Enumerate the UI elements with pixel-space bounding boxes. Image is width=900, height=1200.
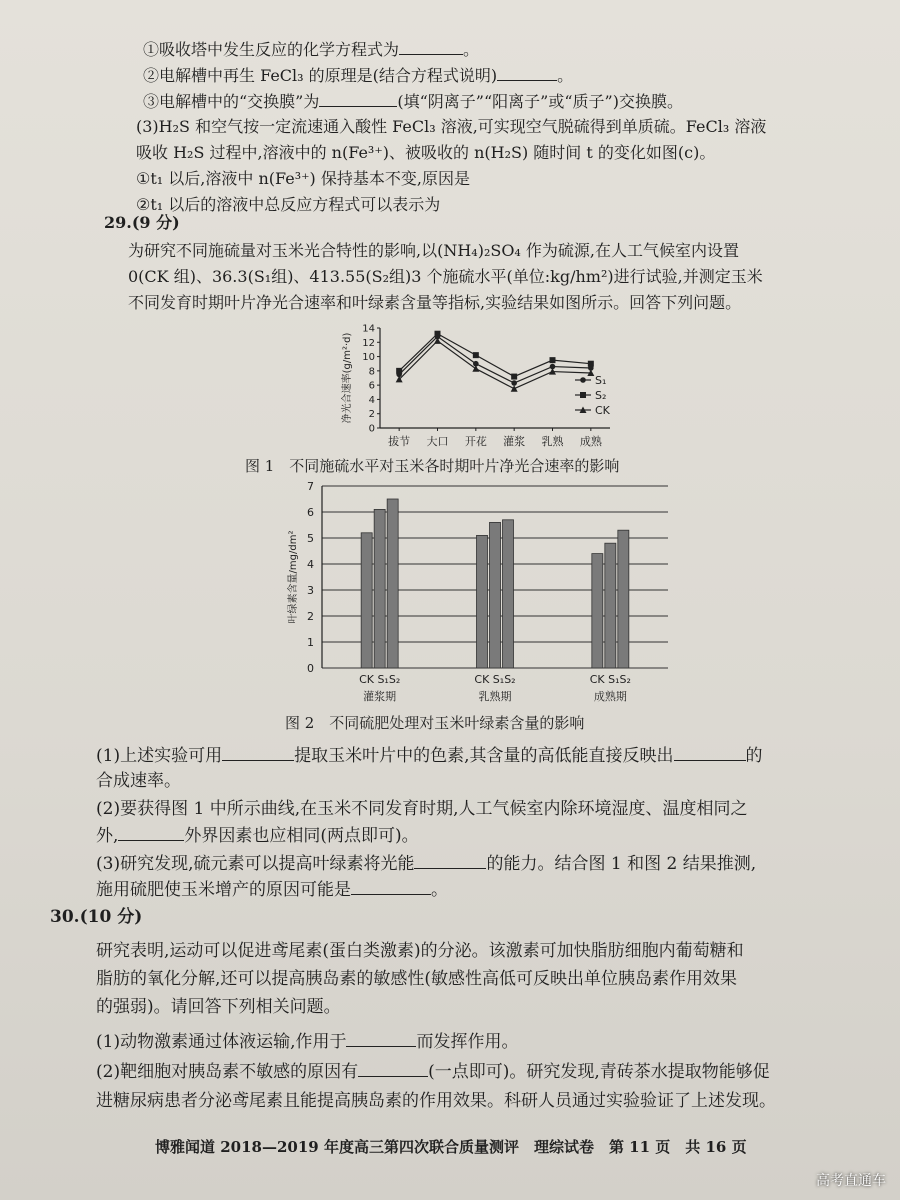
text-line: 0(CK 组)、36.3(S₁组)、413.55(S₂组)3 个施硫水平(单位:kg/hm²)进行试验,并测定玉米 [128, 267, 763, 286]
text-line [143, 90, 683, 113]
answer-blank [346, 1030, 416, 1047]
data-point [472, 365, 479, 372]
bar-CK [477, 535, 488, 668]
answer-blank [118, 824, 184, 841]
text: 的 [745, 746, 763, 766]
answer-blank [399, 38, 463, 55]
group-series-label: CK S₁S₂ [589, 673, 631, 686]
answer-blank [674, 744, 746, 761]
text-line: (2)要获得图 1 中所示曲线,在玉米不同发育时期,人工气候室内除环境湿度、温度相同之 [96, 799, 748, 819]
figure-1-line-chart [330, 316, 650, 458]
bar-S₂ [503, 520, 514, 668]
text: (一点即可)。研究发现,青砖茶水提取物能够促 [428, 1062, 770, 1082]
data-point [550, 357, 556, 363]
bar-S₁ [374, 509, 385, 668]
answer-blank [414, 852, 486, 869]
text: (填“阴离子”“阳离子”或“质子”)交换膜。 [397, 92, 683, 111]
x-category-label: 乳熟期 [478, 690, 512, 703]
text: 。 [431, 880, 448, 900]
x-category-label: 成熟期 [593, 690, 627, 703]
text-line: (3)H₂S 和空气按一定流速通入酸性 FeCl₃ 溶液,可实现空气脱硫得到单质硫。FeCl₃ 溶液 [136, 117, 767, 136]
text: 外, [96, 826, 119, 846]
legend-label: S₁ [595, 374, 607, 387]
y-tick-label: 14 [362, 323, 375, 335]
text-line: ②t₁ 以后的溶液中总反应方程式可以表示为 [136, 195, 441, 214]
data-point [588, 361, 594, 367]
text: 提取玉米叶片中的色素,其含量的高低能直接反映出 [294, 746, 674, 766]
figure-2-caption: 图 2 不同硫肥处理对玉米叶绿素含量的影响 [285, 714, 585, 732]
y-tick-label: 1 [307, 636, 314, 649]
text: 。 [463, 40, 480, 59]
data-point [435, 331, 441, 337]
legend-marker [580, 377, 586, 383]
y-tick-label: 5 [307, 532, 314, 545]
text-line [96, 878, 448, 901]
y-tick-label: 4 [307, 558, 314, 571]
text-line: 脂肪的氧化分解,还可以提高胰岛素的敏感性(敏感性高低可反映出单位胰岛素作用效果 [96, 969, 738, 989]
text-line [96, 852, 756, 875]
series-line-CK [399, 341, 591, 389]
y-axis-label: 净光合速率(g/m²·d) [342, 332, 353, 424]
bar-S₁ [605, 543, 616, 668]
answer-blank [351, 878, 431, 895]
data-point [396, 368, 402, 374]
series-line-S₂ [399, 334, 591, 377]
answer-blank [497, 64, 557, 81]
x-tick-label: 成熟 [579, 435, 602, 448]
text-line [143, 64, 573, 87]
text-line [96, 744, 763, 767]
text: ③电解槽中的“交换膜”为 [143, 92, 320, 111]
text-line [96, 1060, 770, 1083]
y-tick-label: 7 [307, 480, 314, 493]
text: 外界因素也应相同(两点即可)。 [184, 826, 419, 846]
question-number: 30.(10 分) [50, 907, 143, 927]
text-line: 进糖尿病患者分泌鸢尾素且能提高胰岛素的作用效果。科研人员通过实验验证了上述发现。 [96, 1091, 776, 1111]
data-point [511, 385, 518, 392]
text-line: ①t₁ 以后,溶液中 n(Fe³⁺) 保持基本不变,原因是 [136, 169, 470, 188]
bar-S₂ [387, 499, 398, 668]
y-tick-label: 12 [362, 337, 375, 349]
legend-label: S₂ [595, 389, 607, 402]
figure-2-bar-chart [278, 476, 678, 708]
text-line [96, 1030, 518, 1053]
question-number: 29.(9 分) [104, 213, 180, 232]
group-series-label: CK S₁S₂ [474, 673, 516, 686]
x-category-label: 灌浆期 [363, 690, 397, 703]
x-tick-label: 拔节 [388, 435, 411, 448]
legend-marker [580, 392, 586, 398]
text-line: 不同发育时期叶片净光合速率和叶绿素含量等指标,实验结果如图所示。回答下列问题。 [128, 293, 742, 312]
watermark-text: 高考直通车 [816, 1173, 886, 1189]
y-tick-label: 0 [368, 423, 375, 435]
legend-label: CK [595, 404, 610, 417]
bar-CK [592, 554, 603, 668]
group-series-label: CK S₁S₂ [359, 673, 401, 686]
bar-S₁ [490, 522, 501, 668]
text-line [96, 824, 419, 847]
text-line: 合成速率。 [96, 771, 181, 791]
text: 的能力。结合图 1 和图 2 结果推测, [486, 854, 757, 874]
text-line: 吸收 H₂S 过程中,溶液中的 n(Fe³⁺)、被吸收的 n(H₂S) 随时间 t 的变化如图(c)。 [136, 143, 716, 162]
y-tick-label: 4 [368, 394, 375, 406]
text: (1)动物激素通过体液运输,作用于 [96, 1032, 347, 1052]
text: ①吸收塔中发生反应的化学方程式为 [143, 40, 400, 59]
answer-blank [222, 744, 294, 761]
data-point [511, 380, 517, 386]
text: 。 [557, 66, 574, 85]
x-tick-label: 乳熟 [541, 435, 564, 448]
y-axis-label: 叶绿素含量/mg/dm² [288, 530, 299, 624]
y-tick-label: 8 [368, 366, 375, 378]
y-tick-label: 0 [307, 662, 314, 675]
y-tick-label: 6 [307, 506, 314, 519]
data-point [511, 374, 517, 380]
y-tick-label: 3 [307, 584, 314, 597]
text: (3)研究发现,硫元素可以提高叶绿素将光能 [96, 854, 415, 874]
x-tick-label: 大口 [426, 435, 449, 448]
text: 施用硫肥使玉米增产的原因可能是 [96, 880, 351, 900]
text: ②电解槽中再生 FeCl₃ 的原理是(结合方程式说明) [143, 66, 498, 85]
page-footer: 博雅闻道 2018—2019 年度高三第四次联合质量测评 理综试卷 第 11 页 共 16 页 [155, 1138, 747, 1156]
x-tick-label: 开花 [464, 435, 487, 448]
bar-S₂ [618, 530, 629, 668]
y-tick-label: 2 [307, 610, 314, 623]
text-line: 为研究不同施硫量对玉米光合特性的影响,以(NH₄)₂SO₄ 作为硫源,在人工气候室内设置 [128, 241, 740, 260]
data-point [473, 352, 479, 358]
bar-CK [361, 533, 372, 668]
text-line: 研究表明,运动可以促进鸢尾素(蛋白类激素)的分泌。该激素可加快脂肪细胞内葡萄糖和 [96, 941, 744, 961]
figure-1-caption: 图 1 不同施硫水平对玉米各时期叶片净光合速率的影响 [245, 457, 620, 475]
y-tick-label: 6 [368, 380, 375, 392]
text-line: 的强弱)。请回答下列相关问题。 [96, 997, 341, 1017]
text: (2)靶细胞对胰岛素不敏感的原因有 [96, 1062, 359, 1082]
text: (1)上述实验可用 [96, 746, 223, 766]
text-line [143, 38, 479, 61]
y-tick-label: 10 [362, 352, 375, 364]
answer-blank [319, 90, 397, 107]
text: 而发挥作用。 [416, 1032, 519, 1052]
x-tick-label: 灌浆 [503, 435, 526, 448]
answer-blank [358, 1060, 428, 1077]
y-tick-label: 2 [368, 409, 375, 421]
